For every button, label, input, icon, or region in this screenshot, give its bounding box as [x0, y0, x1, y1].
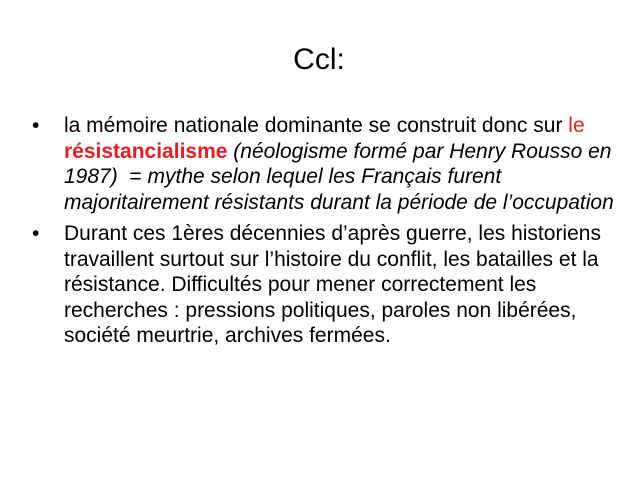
bullet-1-keyword: résistancialisme: [64, 139, 228, 163]
bullet-1-article-red: le: [568, 114, 585, 137]
slide-content: [30, 113, 615, 355]
bullet-2-text: Durant ces 1ères décennies d’après guerre, les historiens travaillent surtout sur l’histoire du conflit, les batailles et la résistance. Difficultés pour mener correctement les recherches : pressions politiques, paroles non libérées, société meurtrie, archives fermées.: [64, 222, 601, 347]
bullet-item-2: [30, 221, 615, 349]
bullet-1-equals: =: [117, 165, 148, 188]
bullet-1-myth: mythe selon lequel les Français furent majoritairement résistants durant la période de l’occupation: [64, 165, 614, 214]
bullet-1-definition: (néologisme formé par Henry Rousso en 1987): [64, 139, 612, 188]
bullet-item-1: [30, 113, 615, 215]
slide-title: Ccl:: [293, 43, 345, 76]
bullet-1-text: [64, 114, 614, 214]
bullet-dot-icon: •: [32, 114, 40, 137]
bullet-1-intro: la mémoire nationale dominante se construit donc sur: [64, 114, 569, 137]
bullet-dot-icon: •: [32, 222, 40, 245]
